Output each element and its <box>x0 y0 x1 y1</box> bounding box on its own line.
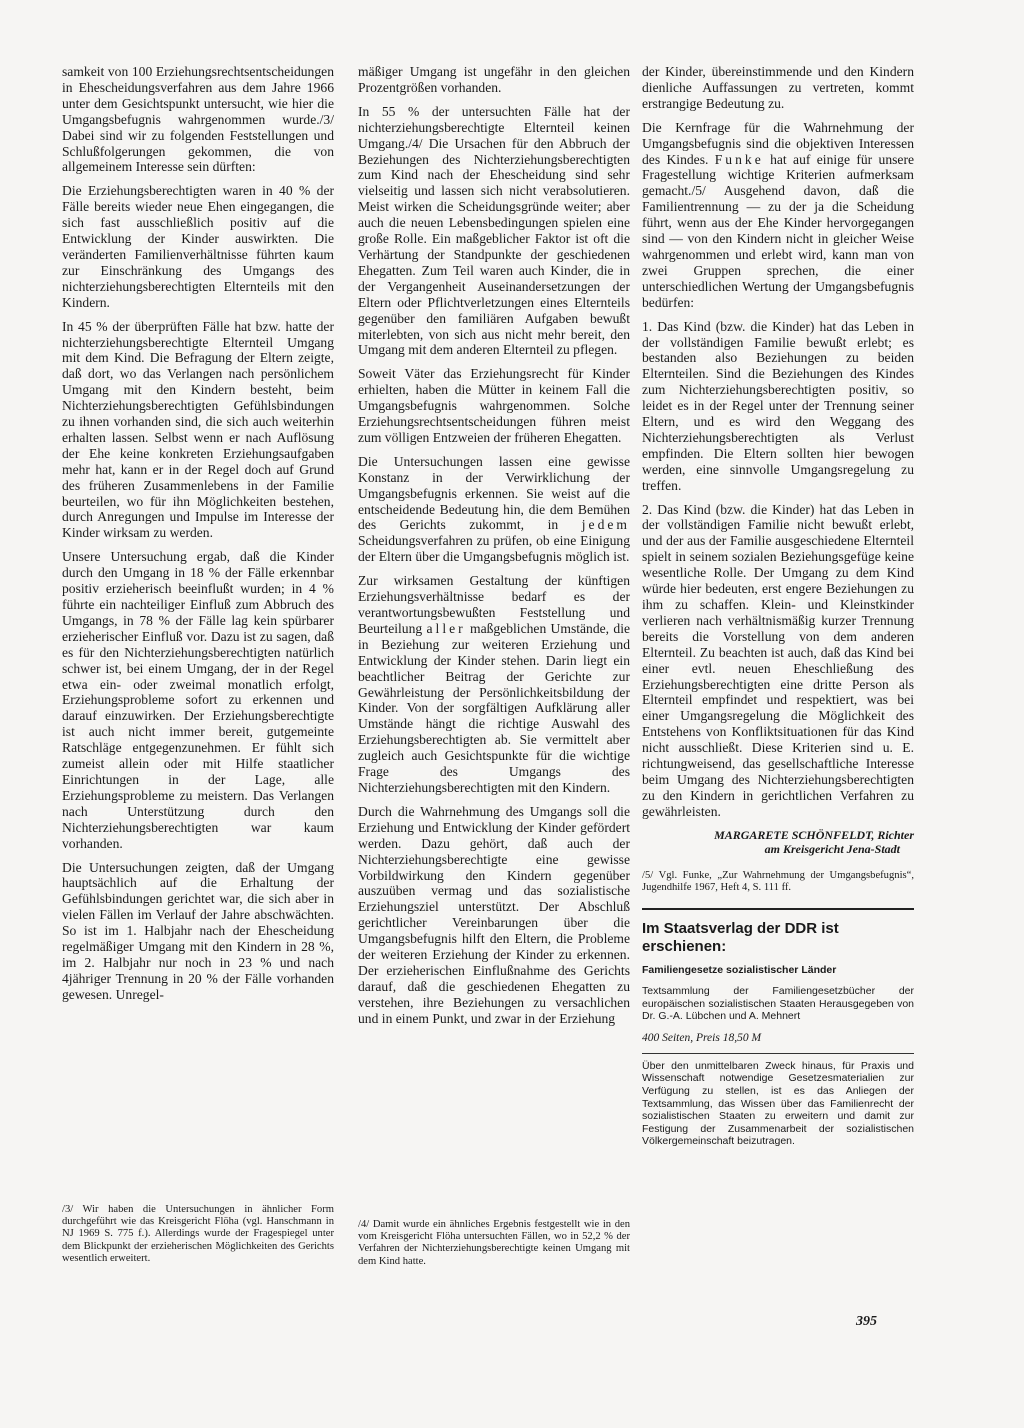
paragraph: Die Erziehungsberechtigten waren in 40 % der Fälle bereits wieder neue Ehen eingegangen, die sich fast ausschließlich positiv auf die Entwicklung der Kinder auswirkten. Die veränderten Familienverhältnisse führten kaum zur Einschränkung des Umgangs des nichterziehungsberechtigten Elternteils mit den Kindern. <box>62 183 334 310</box>
paragraph: der Kinder, übereinstimmende und den Kindern dienliche Auffassungen zu vertreten, kommt erstrangige Bedeutung zu. <box>642 64 914 111</box>
footnote-5: /5/ Vgl. Funke, „Zur Wahrnehmung der Umgangsbefugnis“, Jugendhilfe 1967, Heft 4, S. 111 ff. <box>642 869 914 893</box>
text-run: Zur wirksamen Gestaltung der künftigen Erziehungsverhältnisse bedarf es der verantwortungsbewußten Feststellung und Beurteilung <box>358 573 630 636</box>
paragraph: samkeit von 100 Erziehungsrechtsentscheidungen in Ehescheidungsverfahren aus dem Jahre 1966 unter dem Gesichtspunkt untersucht, wie hier die Umgangsbefugnis wahrgenommen wurde./3/ Dabei sind wir zu folgenden Feststellungen und Schlußfolgerungen gekommen, die von allgemeinem Interesse sein dürften: <box>62 64 334 175</box>
paragraph <box>358 454 630 565</box>
text-run: maßgeblichen Umstände, die in Beziehung zur weiteren Erziehung und Entwicklung der Kinder stehen. Darin liegt ein beachtlicher Beitrag der Gerichte zur Gewährleistung der Persönlichkeitsbildung der Kinder. Von der sorgfältigen Aufklärung aller Umstände hängt die richtige Auswahl des Erziehungsberechtigten ab. Sie vermittelt aber zugleich auch Gesichtspunkte für die wichtige Frage des Umgangs des Nichterziehungsberechtigten mit den Kindern. <box>358 620 631 795</box>
author-name-spaced: Funke <box>714 151 764 167</box>
paragraph: Soweit Väter das Erziehungsrecht für Kinder erhielten, haben die Mütter in keinem Fall die Umgangsbefugnis wahrgenommen. Solche Erziehungsrechtsentscheidungen führen meist zum völligen Entzweien der früheren Ehegatten. <box>358 366 630 445</box>
paragraph <box>642 120 914 311</box>
ad-body-text: Über den unmittelbaren Zweck hinaus, für Praxis und Wissenschaft notwendige Gesetzesmaterialien zur Verfügung zu stellen, ist es das Anliegen der Textsammlung, das Wissen über das Familienrecht der sozialistischen Staaten zu erweitern und damit zur Festigung der Zusammenarbeit der sozialistischen Völkergemeinschaft beizutragen. <box>642 1059 914 1148</box>
author-signature <box>642 828 914 856</box>
text-run: Die Kernfrage für die Wahrnehmung der Umgangsbefugnis sind die objektiven Interessen des Kindes. <box>642 119 914 167</box>
paragraph <box>358 573 630 796</box>
ad-divider <box>642 1053 914 1054</box>
emphasis-spaced: jedem <box>581 517 630 533</box>
footnote-4: /4/ Damit wurde ein ähnliches Ergebnis festgestellt wie in den vom Kreisgericht Flöha untersuchten Fällen, wo in 52,2 % der Verfahren der Nichterziehungsberechtigte keinen Umgang mit dem Kind hatte. <box>358 1219 630 1267</box>
footnote-3: /3/ Wir haben die Untersuchungen in ähnlicher Form durchgeführt wie das Kreisgericht Flöha (vgl. Hanschmann in NJ 1969 S. 775 f.). Allerdings wurde der Fragespiegel unter dem Blickpunkt der erzieherischen Möglichkeiten des Gerichts wesentlich erweitert. <box>62 1204 334 1264</box>
column-3 <box>642 64 914 1156</box>
ad-heading: Im Staatsverlag der DDR ist erschienen: <box>642 920 839 956</box>
signature-affiliation: am Kreisgericht Jena-Stadt <box>764 841 900 856</box>
text-run: hat auf einige für unsere Fragestellung wichtige Kriterien aufmerksam gemacht./5/ Ausgehend davon, daß die Familientrennung — zu der ja die Scheidung führt, wenn aus der Ehe Kinder hervorgegangen sind — von den Kindern nicht in gleicher Weise wahrgenommen und erlebt wird, kann man von zwei Gruppen sprechen, die einer unterschiedlichen Wertung der Umgangsbefugnis bedürfen: <box>642 151 914 310</box>
paragraph: Die Untersuchungen zeigten, daß der Umgang hauptsächlich auf die Erhaltung der Gefühlsbindungen gerichtet war, die sich aber in vielen Fällen im Verlauf der Jahre abschwächten. So ist im 1. Halbjahr nach der Ehescheidung regelmäßiger Umgang mit den Kindern in 28 %, im 2. Halbjahr nur noch in 23 % und nach 4jähriger Trennung in 20 % der Fälle vorhanden gewesen. Unregel- <box>62 859 334 1002</box>
publisher-advertisement <box>642 920 914 1148</box>
page-number: 395 <box>856 1314 877 1329</box>
section-divider <box>642 908 914 910</box>
column-2 <box>358 64 631 1267</box>
text-run: Die Untersuchungen lassen eine gewisse Konstanz in der Verwirklichung der Umgangsbefugnis erkennen. Sie weist auf die entscheidende Bedeutung hin, die dem Bemühen des Gerichts zukommt, in <box>358 453 630 533</box>
ad-book-price: 400 Seiten, Preis 18,50 M <box>642 1031 762 1044</box>
paragraph: 1. Das Kind (bzw. die Kinder) hat das Leben in der vollständigen Familie bewußt erlebt; es bestanden also Beziehungen zu beiden Elternteilen. Sind die Beziehungen des Kindes zum Nichterziehungsberechtigten positiv, so leidet es in der Regel unter der Trennung seiner Eltern, und es wird den Weggang des Nichterziehungsberechtigten als Verlust empfinden. Die Eltern sollten hier bewogen werden, eine sinnvolle Umgangsregelung zu treffen. <box>642 318 914 493</box>
paragraph: In 55 % der untersuchten Fälle hat der nichterziehungsberechtigte Elternteil keinen Umgang./4/ Die Ursachen für den Abbruch der Beziehungen des Nichterziehungsberechtigten zum Kind nach der Ehescheidung sind sehr vielseitig und lassen sich nicht verabsolutieren. Meist wirken die Scheidungsgründe weiter; aber auch die neuen Lebensbedingungen spielen eine große Rolle. Ein maßgeblicher Faktor ist oft die Verhärtung der Standpunkte der geschiedenen Ehegatten. Zum Teil waren auch Kinder, die in der Vergangenheit Auseinandersetzungen der Eltern oder Pflichtverletzungen eines Elternteils gegenüber den familiären Aufgaben bewußt miterlebten, von sich aus nicht mehr bereit, den Umgang mit dem anderen Elternteil zu pflegen. <box>358 103 630 358</box>
paragraph: In 45 % der überprüften Fälle hat bzw. hatte der nichterziehungsberechtigte Elternteil Umgang mit dem Kind. Die Befragung der Eltern zeigte, daß dort, wo das Verlangen nach persönlichem Umgang mit den Kindern besteht, beim Nichterziehungsberechtigten Gefühlsbindungen zu ihnen vorhanden sind, die sich auch weiterhin erhalten lassen. Selbst wenn er nach Auflösung der Ehe keine konkreten Erziehungsaufgaben mehr hat, kann er in der Regel doch auf Grund des früheren Zusammenlebens in der Familie beurteilen, wo für ihn Möglichkeiten bestehen, durch Anregungen und Impulse im Interesse der Kinder wirksam zu werden. <box>62 318 334 541</box>
footnote-block <box>62 1204 334 1273</box>
column-1 <box>62 64 334 1264</box>
paragraph: 2. Das Kind (bzw. die Kinder) hat das Leben in der vollständigen Familie nicht bewußt erlebt, und der aus der Familie ausgeschiedene Elternteil spielt in seinem sozialen Beziehungsgefüge keine wesentliche Rolle. Der Umgang zu dem Kind würde hier bedeuten, erst engere Beziehungen zu ihm zu schaffen. Klein- und Kleinstkinder verlieren nach verhältnismäßig kurzer Trennung bereits die Vorstellung von dem anderen Elternteil. Zu beachten ist auch, daß das Kind bei einer evtl. neuen Eheschließung des Erziehungsberechtigten eine dritte Person als Elternteil empfindet und respektiert, was bei einer Umgangsregelung die Möglichkeit des Entstehens von Konfliktsituationen für das Kind nicht ausschließt. Diese Kriterien sind u. E. richtungweisend, das gesellschaftliche Interesse beim Umgang des Nichterziehungsberechtigten zu den Kindern in gerichtlichen Verfahren zu gewährleisten. <box>642 501 914 819</box>
text-run: Scheidungsverfahren zu prüfen, ob eine Einigung der Eltern über die Umgangsbefugnis möglich ist. <box>358 533 630 565</box>
ad-book-description: Textsammlung der Familiengesetzbücher der europäischen sozialistischen Staaten Herausgegeben von Dr. G.-A. Lübchen und A. Mehnert <box>642 985 914 1023</box>
paragraph: mäßiger Umgang ist ungefähr in den gleichen Prozentgrößen vorhanden. <box>358 64 630 95</box>
ad-book-title: Familiengesetze sozialistischer Länder <box>642 964 837 977</box>
paragraph: Durch die Wahrnehmung des Umgangs soll die Erziehung und Entwicklung der Kinder gefördert werden. Dazu gehört, daß auch der Nichterziehungsberechtigte eine gewisse Vorbildwirkung den Kindern gegenüber auszuüben vermag und das sozialistische Erziehungsziel unterstützt. Der Abschluß gerichtlicher Vereinbarungen über die Umgangsbefugnis hilft den Eltern, die Probleme der weiteren Erziehung der Kinder zu erkennen. Der erzieherischen Einflußnahme des Gerichts darauf, daß die geschiedenen Ehegatten zu verstehen, ihre Beziehungen zu versachlichen und in einem Punkt, und zwar in der Erziehung <box>358 803 630 1026</box>
footnote-block <box>358 1219 630 1276</box>
emphasis-spaced: aller <box>426 620 466 636</box>
paragraph: Unsere Untersuchung ergab, daß die Kinder durch den Umgang in 18 % der Fälle erkennbar positiv erzieherisch beeinflußt wurden; in 4 % führte ein nachteiliger Einfluß zum Abbruch des Umgangs, in 78 % der Fälle lag kein spürbarer erzieherischer Einfluß vor. Dazu ist zu sagen, daß es für den Nichterziehungsberechtigten natürlich schwer ist, bei einem Umgang, der in der Regel etwa ein- oder zweimal monatlich erfolgt, Erziehungsprobleme sofort zu erkennen und darauf einzuwirken. Der Erziehungsberechtigte ist auch nicht immer bereit, gutgemeinte Ratschläge entgegenzunehmen. Er fühlt sich zumeist allein oder mit Hilfe staatlicher Einrichtungen in der Lage, alle Erziehungsprobleme zu meistern. Das Verlangen nach Unterstützung durch den Nichterziehungsberechtigten war kaum vorhanden. <box>62 549 334 851</box>
signature-name: MARGARETE SCHÖNFELDT, Richter <box>714 827 914 842</box>
